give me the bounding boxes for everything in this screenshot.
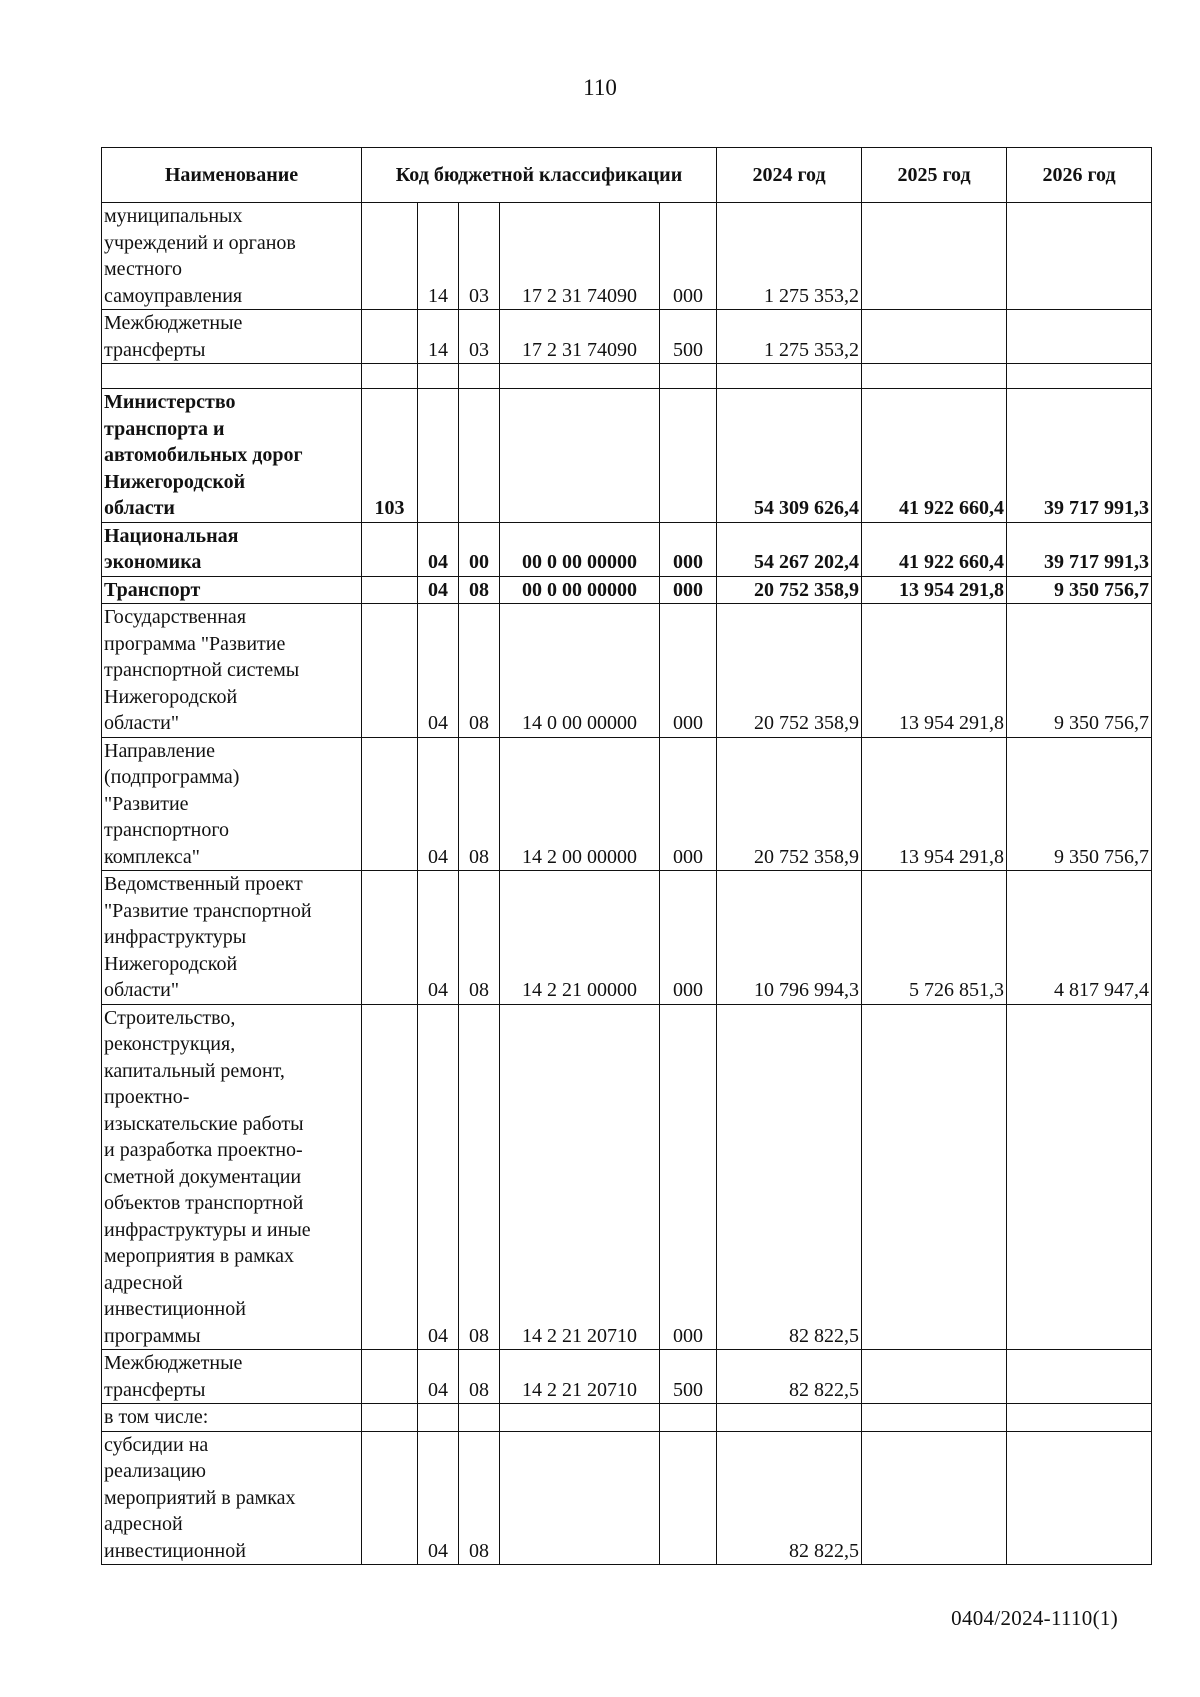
cell-subsection: 03: [459, 203, 500, 310]
cell-type: [660, 389, 717, 523]
cell-article: 00 0 00 00000: [500, 522, 660, 576]
cell-name: Направление (подпрограмма) "Развитие транспортного комплекса": [102, 737, 362, 871]
table-row: [102, 1004, 1152, 1350]
cell-article: 14 2 21 20710: [500, 1350, 660, 1404]
cell-subsection: 08: [459, 1004, 500, 1350]
table-row: [102, 522, 1152, 576]
cell-y2025: [862, 1004, 1007, 1350]
cell-admin: [362, 1404, 418, 1432]
cell-name: Межбюджетные трансферты: [102, 310, 362, 364]
cell-y2025: [862, 310, 1007, 364]
cell-subsection: 08: [459, 576, 500, 604]
table-row: [102, 1350, 1152, 1404]
document-code: 0404/2024-1110(1): [951, 1606, 1118, 1630]
cell-y2026: 39 717 991,3: [1007, 389, 1152, 523]
cell-y2026: 9 350 756,7: [1007, 604, 1152, 738]
cell-y2024: 1 275 353,2: [717, 310, 862, 364]
cell-section: [418, 364, 459, 389]
table-row: [102, 871, 1152, 1005]
cell-type: [660, 364, 717, 389]
cell-admin: [362, 1431, 418, 1565]
cell-admin: 103: [362, 389, 418, 523]
cell-article: [500, 389, 660, 523]
table-row: [102, 1404, 1152, 1432]
cell-y2025: [862, 1431, 1007, 1565]
cell-name: Строительство, реконструкция, капитальный ремонт, проектно- изыскательские работы и разработка проектно- сметной документации объектов транспортной инфраструктуры и иные мероприятия в рамках адресной инвестиционной программы: [102, 1004, 362, 1350]
cell-admin: [362, 576, 418, 604]
cell-y2026: 39 717 991,3: [1007, 522, 1152, 576]
cell-admin: [362, 604, 418, 738]
cell-y2024: [717, 1404, 862, 1432]
cell-type: 000: [660, 871, 717, 1005]
table-body: [102, 203, 1152, 1565]
cell-name: муниципальных учреждений и органов местного самоуправления: [102, 203, 362, 310]
cell-y2025: 13 954 291,8: [862, 576, 1007, 604]
cell-subsection: 08: [459, 871, 500, 1005]
cell-section: 14: [418, 203, 459, 310]
cell-section: 04: [418, 1350, 459, 1404]
cell-y2024: 20 752 358,9: [717, 737, 862, 871]
cell-y2026: [1007, 1404, 1152, 1432]
cell-subsection: [459, 1404, 500, 1432]
cell-section: 04: [418, 604, 459, 738]
table-row: [102, 737, 1152, 871]
cell-name: в том числе:: [102, 1404, 362, 1432]
cell-type: [660, 1404, 717, 1432]
cell-y2024: 82 822,5: [717, 1431, 862, 1565]
cell-y2024: 10 796 994,3: [717, 871, 862, 1005]
cell-y2024: 54 309 626,4: [717, 389, 862, 523]
cell-y2025: 41 922 660,4: [862, 522, 1007, 576]
cell-subsection: 08: [459, 1431, 500, 1565]
cell-name: субсидии на реализацию мероприятий в рамках адресной инвестиционной: [102, 1431, 362, 1565]
cell-article: [500, 1431, 660, 1565]
cell-type: 000: [660, 203, 717, 310]
cell-article: 14 2 21 20710: [500, 1004, 660, 1350]
cell-y2025: [862, 203, 1007, 310]
cell-subsection: [459, 389, 500, 523]
cell-type: [660, 1431, 717, 1565]
cell-subsection: 08: [459, 1350, 500, 1404]
cell-y2025: 13 954 291,8: [862, 737, 1007, 871]
cell-y2025: [862, 1404, 1007, 1432]
budget-table: [101, 147, 1152, 1565]
cell-y2024: 82 822,5: [717, 1350, 862, 1404]
cell-section: 04: [418, 522, 459, 576]
cell-type: 000: [660, 737, 717, 871]
cell-y2026: [1007, 310, 1152, 364]
cell-admin: [362, 522, 418, 576]
cell-subsection: 00: [459, 522, 500, 576]
cell-y2026: [1007, 203, 1152, 310]
header-2024: 2024 год: [717, 148, 862, 203]
cell-y2024: 1 275 353,2: [717, 203, 862, 310]
cell-y2025: 41 922 660,4: [862, 389, 1007, 523]
cell-y2026: [1007, 1350, 1152, 1404]
cell-name: [102, 364, 362, 389]
cell-y2026: [1007, 1004, 1152, 1350]
header-2026: 2026 год: [1007, 148, 1152, 203]
page-number: 110: [583, 75, 617, 100]
cell-article: 17 2 31 74090: [500, 310, 660, 364]
cell-y2024: [717, 364, 862, 389]
cell-y2025: 5 726 851,3: [862, 871, 1007, 1005]
cell-y2024: 20 752 358,9: [717, 576, 862, 604]
cell-section: 14: [418, 310, 459, 364]
cell-y2026: 4 817 947,4: [1007, 871, 1152, 1005]
table-row: [102, 364, 1152, 389]
cell-name: Межбюджетные трансферты: [102, 1350, 362, 1404]
cell-admin: [362, 737, 418, 871]
header-2025: 2025 год: [862, 148, 1007, 203]
cell-section: 04: [418, 1004, 459, 1350]
table-row: [102, 576, 1152, 604]
cell-y2024: 20 752 358,9: [717, 604, 862, 738]
cell-y2025: [862, 364, 1007, 389]
cell-y2024: 82 822,5: [717, 1004, 862, 1350]
cell-section: 04: [418, 737, 459, 871]
cell-name: Государственная программа "Развитие транспортной системы Нижегородской области": [102, 604, 362, 738]
cell-y2026: 9 350 756,7: [1007, 737, 1152, 871]
cell-type: 500: [660, 310, 717, 364]
cell-admin: [362, 310, 418, 364]
cell-article: 00 0 00 00000: [500, 576, 660, 604]
table-row: [102, 203, 1152, 310]
table-header-row: [102, 148, 1152, 203]
cell-article: 14 2 00 00000: [500, 737, 660, 871]
cell-name: Министерство транспорта и автомобильных дорог Нижегородской области: [102, 389, 362, 523]
cell-subsection: 03: [459, 310, 500, 364]
cell-admin: [362, 871, 418, 1005]
header-code: Код бюджетной классификации: [362, 148, 717, 203]
table-row: [102, 604, 1152, 738]
cell-subsection: [459, 364, 500, 389]
cell-name: Национальная экономика: [102, 522, 362, 576]
cell-y2026: [1007, 364, 1152, 389]
table-row: [102, 310, 1152, 364]
cell-section: 04: [418, 1431, 459, 1565]
cell-type: 500: [660, 1350, 717, 1404]
cell-article: [500, 364, 660, 389]
cell-section: 04: [418, 576, 459, 604]
cell-article: 14 2 21 00000: [500, 871, 660, 1005]
cell-y2025: [862, 1350, 1007, 1404]
cell-admin: [362, 203, 418, 310]
table-row: [102, 389, 1152, 523]
cell-article: 17 2 31 74090: [500, 203, 660, 310]
cell-y2026: 9 350 756,7: [1007, 576, 1152, 604]
cell-article: [500, 1404, 660, 1432]
cell-admin: [362, 364, 418, 389]
cell-type: 000: [660, 522, 717, 576]
cell-admin: [362, 1004, 418, 1350]
cell-section: 04: [418, 871, 459, 1005]
cell-article: 14 0 00 00000: [500, 604, 660, 738]
cell-admin: [362, 1350, 418, 1404]
cell-subsection: 08: [459, 737, 500, 871]
cell-section: [418, 1404, 459, 1432]
cell-type: 000: [660, 604, 717, 738]
cell-subsection: 08: [459, 604, 500, 738]
table-row: [102, 1431, 1152, 1565]
cell-y2024: 54 267 202,4: [717, 522, 862, 576]
header-name: Наименование: [102, 148, 362, 203]
cell-section: [418, 389, 459, 523]
cell-y2026: [1007, 1431, 1152, 1565]
cell-name: Транспорт: [102, 576, 362, 604]
cell-type: 000: [660, 576, 717, 604]
cell-y2025: 13 954 291,8: [862, 604, 1007, 738]
cell-type: 000: [660, 1004, 717, 1350]
cell-name: Ведомственный проект "Развитие транспортной инфраструктуры Нижегородской области": [102, 871, 362, 1005]
